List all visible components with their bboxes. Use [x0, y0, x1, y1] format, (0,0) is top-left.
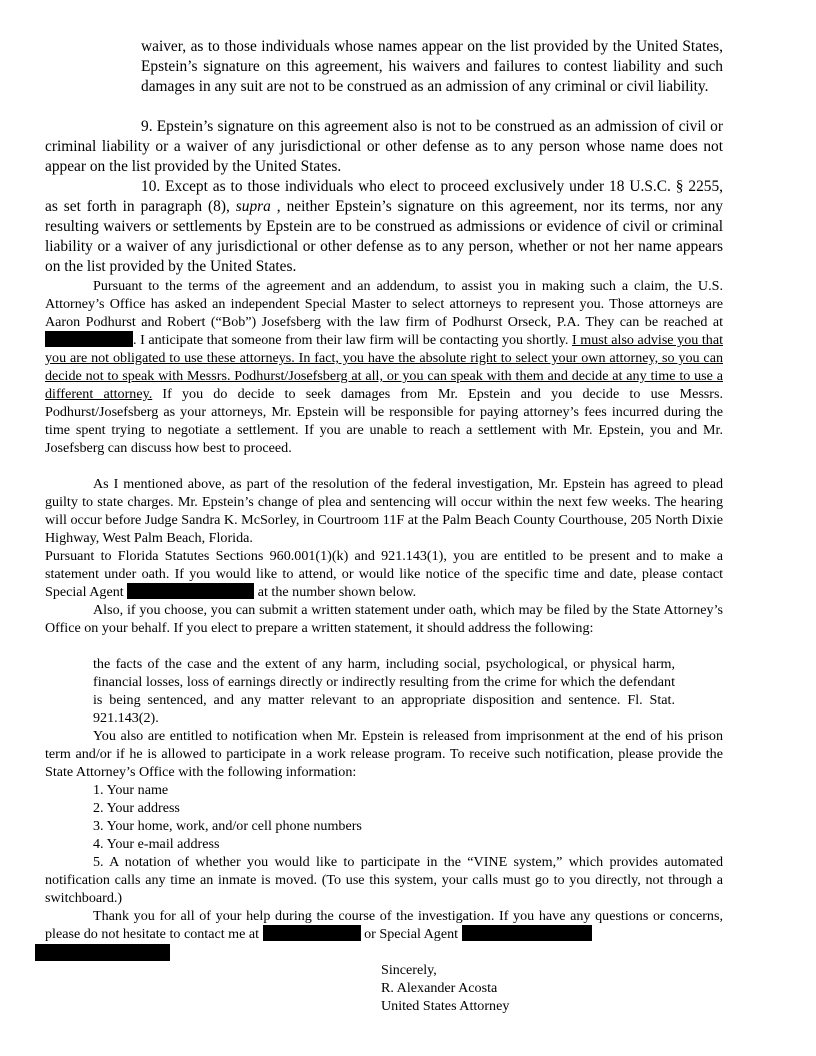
paragraph-10: 10. Except as to those individuals who elect to proceed exclusively under 18 U.S.C. § 2255, as set forth in paragraph (8), supra , neither Epstein’s signature on this agreement, nor its terms, nor any resulting waivers or settlements by Epstein are to be construed as admissions or evidence of civil or criminal liability or a waiver of any jurisdictional or other defense as to any person, whether or not her name appears on the list provided by the United States. [45, 178, 723, 275]
paragraph-notification: You also are entitled to notification when Mr. Epstein is released from imprisonment at the end of his prison term and/or if he is allowed to participate in a work release program. To receive such notification, please provide the State Attorney’s Office with the following information: [45, 728, 723, 780]
paragraph-9: 9. Epstein’s signature on this agreement also is not to be construed as an admission of civil or criminal liability or a waiver of any jurisdictional or other defense as to any person whose name does not appear on the list provided by the United States. [45, 118, 723, 175]
underlined-advice: I must also advise you that you are not obligated to use these attorneys. In fact, you have the absolute right to select your own attorney, so you can decide not to speak with Messrs. Podhurst/Josefsberg at all, or you can speak with them and decide at any time to use a different attorney. [45, 332, 723, 402]
list-item: 1. Your name [93, 782, 169, 798]
paragraph-attorneys: Pursuant to the terms of the agreement and an addendum, to assist you in making such a claim, the U.S. Attorney’s Office has asked an independent Special Master to select attorneys to represent you. Those attorneys are Aaron Podhurst and Robert (“Bob”) Josefsberg with the law firm of Podhurst Orseck, P.A. They can be reached at . I anticipate that someone from their law firm will be contacting you shortly. I must also advise you that you are not obligated to use these attorneys. In fact, you have the absolute right to select your own attorney, so you can decide not to speak with Messrs. Podhurst/Josefsberg at all, or you can speak with them and decide at any time to use a different attorney. If you do decide to seek damages from Mr. Epstein and you decide to use Messrs. Podhurst/Josefsberg as your attorneys, Mr. Epstein will be responsible for paying attorney’s fees incurred during the time spent trying to negotiate a settlement. If you are unable to reach a settlement with Mr. Epstein, you and Mr. Josefsberg can discuss how best to proceed. [45, 278, 723, 456]
paragraph-statutes: Pursuant to Florida Statutes Sections 960.001(1)(k) and 921.143(1), you are entitled to be present and to make a statement under oath. If you would like to attend, or would like notice of the specific time and date, please contact Special Agent at the number shown below. [45, 548, 723, 600]
redacted-phone [45, 331, 133, 347]
signer-title: United States Attorney [381, 998, 510, 1014]
redacted-block-3 [35, 944, 170, 961]
info-list [93, 781, 362, 853]
signature-block [381, 961, 509, 1015]
supra-italic: supra [235, 198, 271, 215]
block-quote: the facts of the case and the extent of any harm, including social, psychological, or physical harm, financial losses, loss of earnings directly or indirectly resulting from the crime for which the defendant is being sentenced, and any matter relevant to an appropriate disposition and sentence. Fl. Stat. 921.143(2). [93, 656, 675, 726]
paragraph-thanks: Thank you for all of your help during the course of the investigation. If you have any questions or concerns, please do not hesitate to contact me at or Special Agent [45, 908, 723, 942]
signer-name: R. Alexander Acosta [381, 980, 498, 996]
closing-salutation: Sincerely, [381, 962, 437, 978]
list-item: 4. Your e-mail address [93, 836, 220, 852]
paragraph-plea: As I mentioned above, as part of the resolution of the federal investigation, Mr. Epstein has agreed to plead guilty to state charges. Mr. Epstein’s change of plea and sentencing will occur within the next few weeks. The hearing will occur before Judge Sandra K. McSorley, in Courtroom 11F at the Palm Beach County Courthouse, 205 North Dixie Highway, West Palm Beach, Florida. [45, 476, 723, 546]
redacted-agent-name-2 [462, 925, 592, 941]
list-item: 3. Your home, work, and/or cell phone numbers [93, 818, 362, 834]
list-item-5: 5. A notation of whether you would like to participate in the “VINE system,” which provides automated notification calls any time an inmate is moved. (To use this system, your calls must go to you directly, not through a switchboard.) [45, 854, 723, 906]
paragraph-waiver: waiver, as to those individuals whose names appear on the list provided by the United States, Epstein’s signature on this agreement, his waivers and failures to contest liability and such damages in any suit are not to be construed as an admission of any criminal or civil liability. [141, 38, 723, 95]
paragraph-written-statement: Also, if you choose, you can submit a written statement under oath, which may be filed by the State Attorney’s Office on your behalf. If you elect to prepare a written statement, it should address the following: [45, 602, 723, 636]
redacted-phone-2 [263, 925, 361, 941]
redacted-agent-name [127, 583, 254, 599]
list-item: 2. Your address [93, 800, 180, 816]
